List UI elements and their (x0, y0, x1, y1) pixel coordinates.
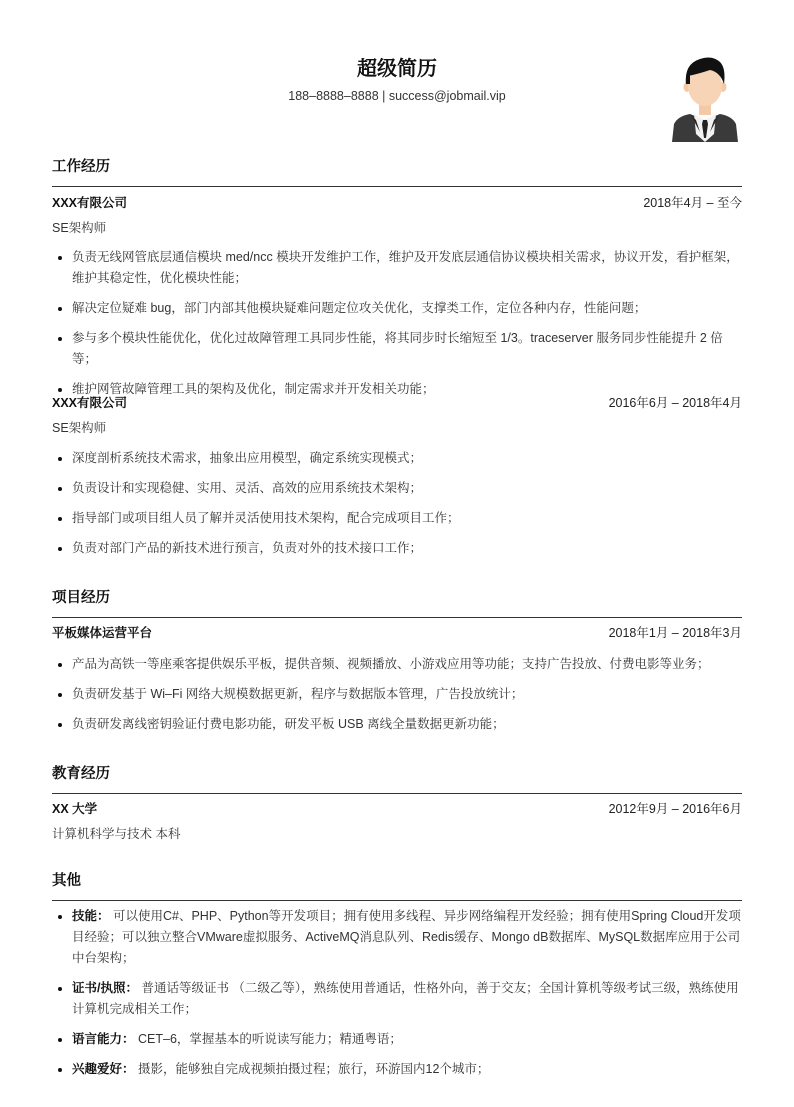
list-item: • 产品为高铁一等座乘客提供娱乐平板，提供音频、视频播放、小游戏应用等功能；支持广告投放、付费电影等业务； (72, 654, 742, 675)
list-item: • 指导部门或项目组人员了解并灵活使用技术架构，配合完成项目工作； (72, 508, 742, 529)
contact-info: 188–8888–8888 | success@jobmail.vip (288, 89, 506, 103)
job-date: 2016年6月 – 2018年4月 (608, 396, 742, 410)
education-date: 2012年9月 – 2016年6月 (608, 802, 742, 816)
education-section (52, 763, 742, 794)
list-item: • 负责无线网管底层通信模块 med/ncc 模块开发维护工作，维护及开发底层通信协议模块相关需求，协议开发，看护框架，维护其稳定性，优化模块性能； (72, 247, 742, 289)
hobby-label: 兴趣爱好： (72, 1062, 135, 1076)
language-label: 语言能力： (72, 1032, 135, 1046)
hobby-text: 摄影，能够独自完成视频拍摄过程；旅行，环游国内12个城市； (134, 1062, 490, 1076)
other-section-title: 其他 (52, 873, 81, 889)
list-item: • 维护网管故障管理工具的架构及优化，制定需求并开发相关功能； (72, 379, 742, 400)
list-item: • 负责研发基于 Wi–Fi 网络大规模数据更新，程序与数据版本管理，广告投放统计； (72, 684, 742, 705)
job-date: 2018年4月 – 至今 (643, 196, 742, 210)
skill-text: 可以使用C#、PHP、Python等开发项目；拥有使用多线程、异步网络编程开发经验；拥有使用Spring Cloud开发项目经验；可以独立整合VMware虚拟服务、ActiveMQ消息队列、Redis缓存、Mongo dB数据库、MySQL数据库应用于公司中台架构； (72, 909, 741, 965)
projects-section-title: 项目经历 (52, 590, 110, 606)
list-item: • 负责对部门产品的新技术进行预言，负责对外的技术接口工作； (72, 538, 742, 559)
job-entry (52, 393, 742, 438)
job-bullets (52, 448, 742, 568)
language-text: CET–6，掌握基本的听说读写能力；精通粤语； (134, 1032, 402, 1046)
project-date: 2018年1月 – 2018年3月 (608, 626, 742, 640)
certificate-text: 普通话等级证书 （二级乙等），熟练使用普通话，性格外向，善于交友；全国计算机等级考试三级，熟练使用计算机完成相关工作； (72, 981, 739, 1016)
list-item (72, 1059, 742, 1080)
section-divider (52, 793, 742, 794)
project-name: 平板媒体运营平台 (52, 626, 153, 640)
list-item (72, 1029, 742, 1050)
skill-label: 技能： (72, 909, 110, 923)
project-bullets (52, 654, 742, 744)
list-item: • 负责设计和实现稳健、实用、灵活、高效的应用系统技术架构； (72, 478, 742, 499)
list-item (72, 906, 742, 969)
company-name: XXX有限公司 (52, 196, 128, 210)
list-item: • 解决定位疑难 bug，部门内部其他模块疑难问题定位攻关优化，支撑类工作，定位各种内存，性能问题； (72, 298, 742, 319)
job-bullets (52, 247, 742, 409)
other-section (52, 870, 742, 901)
list-item: • 深度剖析系统技术需求，抽象出应用模型，确定系统实现模式； (72, 448, 742, 469)
job-role: SE架构师 (52, 421, 107, 435)
other-list (52, 906, 742, 1089)
avatar (670, 54, 740, 142)
list-item: • 负责研发离线密钥验证付费电影功能，研发平板 USB 离线全量数据更新功能； (72, 714, 742, 735)
education-section-title: 教育经历 (52, 766, 110, 782)
project-entry (52, 623, 742, 643)
list-item: • 参与多个模块性能优化，优化过故障管理工具同步性能，将其同步时长缩短至 1/3。traceserver 服务同步性能提升 2 倍等； (72, 328, 742, 370)
section-divider (52, 617, 742, 618)
company-name: XXX有限公司 (52, 396, 128, 410)
section-divider (52, 900, 742, 901)
projects-section (52, 587, 742, 618)
list-item (72, 978, 742, 1020)
job-role: SE架构师 (52, 221, 107, 235)
section-divider (52, 186, 742, 187)
school-name: XX 大学 (52, 802, 98, 816)
work-section (52, 156, 742, 187)
resume-name: 超级简历 (357, 58, 437, 80)
education-major: 计算机科学与技术 本科 (52, 827, 181, 841)
work-section-title: 工作经历 (52, 159, 110, 175)
certificate-label: 证书/执照： (72, 981, 138, 995)
education-entry (52, 799, 742, 844)
job-entry (52, 193, 742, 238)
